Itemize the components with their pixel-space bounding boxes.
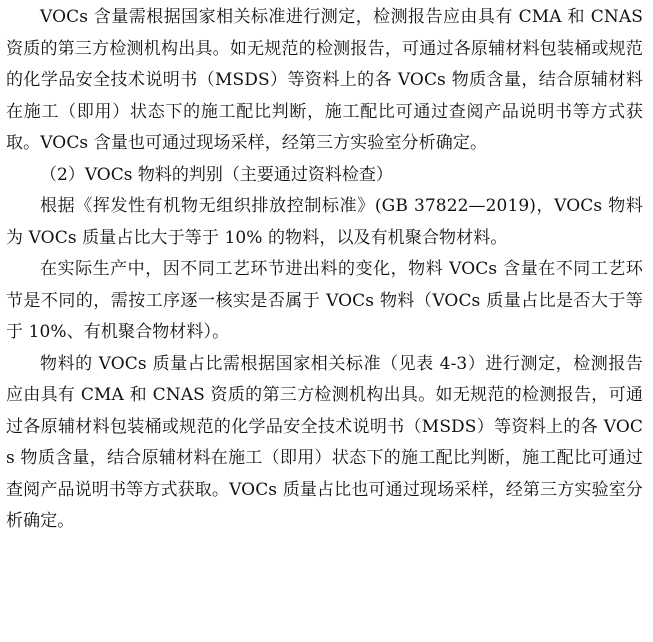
paragraph-mass-ratio-testing: 物料的 VOCs 质量占比需根据国家相关标准（见表 4-3）进行测定，检测报告应由具有 CMA 和 CNAS 资质的第三方检测机构出具。如无规范的检测报告，可通过各原辅材料包装桶或规范的化学品安全技术说明书（MSDS）等资料上的各 VOCs 物质含量，结合原辅材料在施工（即用）状态下的施工配比判断，施工配比可通过查阅产品说明书等方式获取。VOCs 质量占比也可通过现场采样，经第三方实验室分析确定。 bbox=[6, 353, 643, 531]
paragraph-standard-definition: 根据《挥发性有机物无组织排放控制标准》(GB 37822—2019)，VOCs 物料为 VOCs 质量占比大于等于 10% 的物料，以及有机聚合物材料。 bbox=[6, 196, 643, 248]
paragraph-vocs-content-testing: VOCs 含量需根据国家相关标准进行测定，检测报告应由具有 CMA 和 CNAS 资质的第三方检测机构出具。如无规范的检测报告，可通过各原辅材料包装桶或规范的化学品安全技术说明书（MSDS）等资料上的各 VOCs 物质含量，结合原辅材料在施工（即用）状态下的施工配比判断，施工配比可通过查阅产品说明书等方式获取。VOCs 含量也可通过现场采样，经第三方实验室分析确定。 bbox=[6, 7, 643, 153]
section-heading-vocs-material-identification: （2）VOCs 物料的判别（主要通过资料检查） bbox=[40, 164, 393, 185]
paragraph-process-variation: 在实际生产中，因不同工艺环节进出料的变化，物料 VOCs 含量在不同工艺环节是不同的，需按工序逐一核实是否属于 VOCs 物料（VOCs 质量占比是否大于等于 10%、有机聚合物材料）。 bbox=[6, 259, 643, 342]
